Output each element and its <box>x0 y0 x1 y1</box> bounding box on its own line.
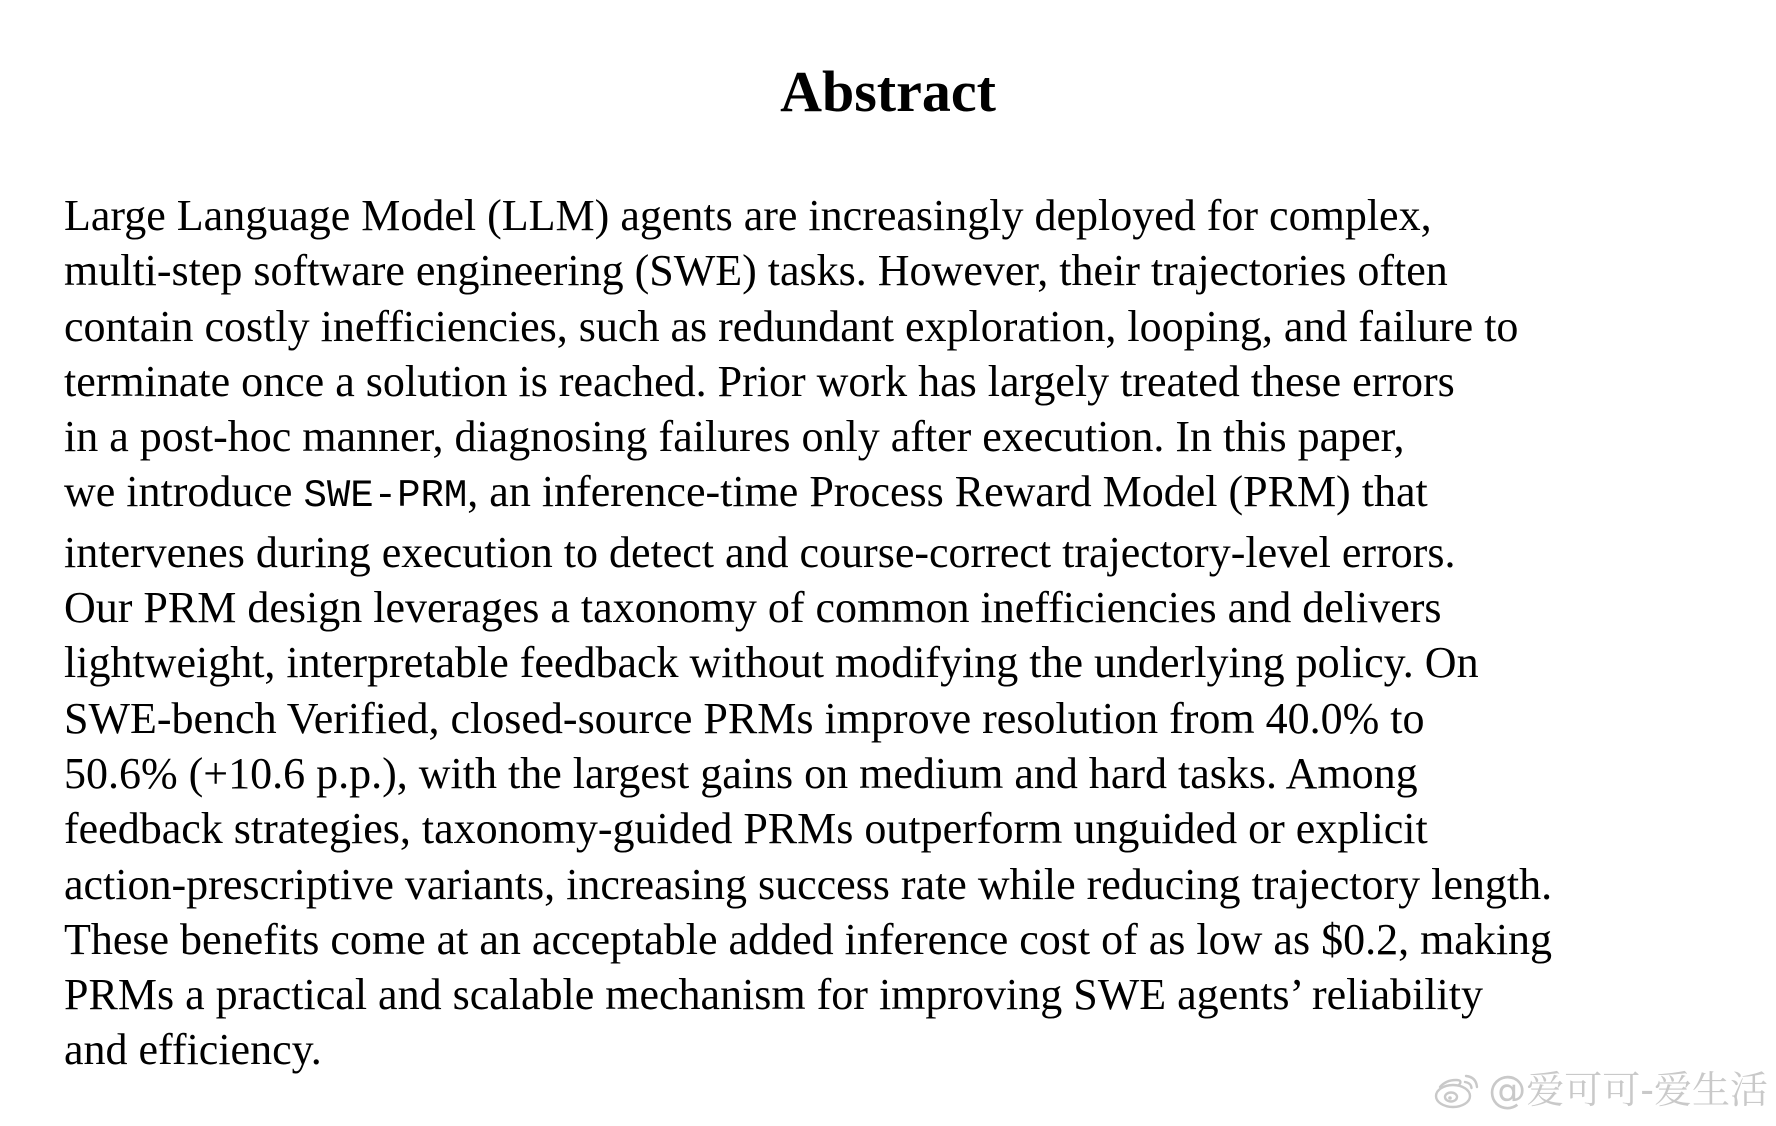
abstract-line: PRMs a practical and scalable mechanism for improving SWE agents’ reliability <box>64 970 1483 1020</box>
abstract-line-last: and efficiency. <box>64 1025 322 1075</box>
abstract-line-suffix: , an inference-time Process Reward Model (PRM) that <box>467 467 1428 517</box>
abstract-line: SWE-bench Verified, closed-source PRMs improve resolution from 40.0% to <box>64 693 1425 743</box>
abstract-line-prefix: we introduce <box>64 467 304 517</box>
abstract-line: intervenes during execution to detect and course-correct trajectory-level errors. <box>64 527 1456 577</box>
abstract-line: Our PRM design leverages a taxonomy of common inefficiencies and delivers <box>64 583 1442 633</box>
abstract-line: in a post-hoc manner, diagnosing failures only after execution. In this paper, <box>64 412 1405 462</box>
abstract-line: multi-step software engineering (SWE) tasks. However, their trajectories often <box>64 246 1448 296</box>
abstract-paragraph <box>64 188 1712 1078</box>
abstract-line <box>64 464 1712 524</box>
method-name-code: SWE-PRM <box>303 474 468 519</box>
abstract-line: contain costly inefficiencies, such as redundant exploration, looping, and failure to <box>64 301 1519 351</box>
abstract-line: These benefits come at an acceptable added inference cost of as low as $0.2, making <box>64 914 1553 964</box>
abstract-line: action-prescriptive variants, increasing success rate while reducing trajectory length. <box>64 859 1553 909</box>
abstract-line: feedback strategies, taxonomy-guided PRMs outperform unguided or explicit <box>64 804 1428 854</box>
abstract-line: lightweight, interpretable feedback without modifying the underlying policy. On <box>64 638 1479 688</box>
weibo-logo-icon <box>1432 1068 1482 1112</box>
abstract-line: terminate once a solution is reached. Prior work has largely treated these errors <box>64 356 1455 406</box>
watermark-handle: @爱可可-爱生活 <box>1488 1068 1768 1112</box>
abstract-line: Large Language Model (LLM) agents are increasingly deployed for complex, <box>64 191 1432 240</box>
abstract-line: 50.6% (+10.6 p.p.), with the largest gains on medium and hard tasks. Among <box>64 748 1418 798</box>
abstract-heading: Abstract <box>780 59 996 124</box>
watermark <box>1432 1068 1768 1112</box>
